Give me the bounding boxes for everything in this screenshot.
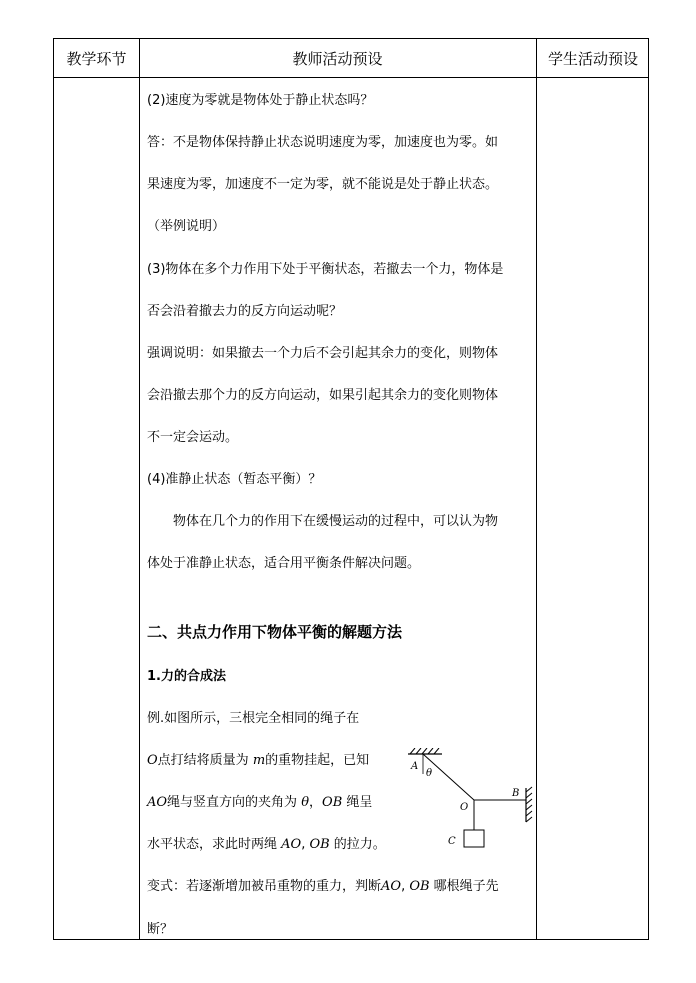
rope-diagram — [402, 748, 542, 858]
method-heading-1: 1.力的合成法 — [147, 669, 226, 684]
answer-2-line-1: 答：不是物体保持静止状态说明速度为零，加速度也为零。如 — [147, 135, 499, 150]
hanging-weight — [464, 830, 484, 847]
ceiling-support — [408, 748, 442, 754]
emphasis-line-2: 会沿撤去那个力的反方向运动，如果引起其余力的变化则物体 — [147, 388, 499, 403]
variant-line-1: 变式：若逐渐增加被吊重物的重力，判断AO, OB 哪根绳子先 — [147, 879, 499, 894]
question-4: (4)准静止状态（暂态平衡）？ — [147, 472, 322, 487]
header-student-activity: 学生活动预设 — [547, 49, 638, 68]
question-3-line-2: 否会沿着撤去力的反方向运动呢？ — [147, 304, 343, 319]
column-divider — [139, 39, 140, 939]
question-3-line-1: (3)物体在多个力作用下处于平衡状态，若撤去一个力，物体是 — [147, 262, 504, 277]
example-line-3: AO绳与竖直方向的夹角为 θ，OB 绳呈 — [147, 795, 373, 810]
label-A: A — [411, 761, 419, 772]
lesson-table — [53, 38, 649, 940]
emphasis-line-1: 强调说明：如果撤去一个力后不会引起其余力的变化，则物体 — [147, 346, 499, 361]
answer-2-line-2: 果速度为零，加速度不一定为零，就不能说是处于静止状态。 — [147, 177, 499, 192]
header-teacher-activity: 教师活动预设 — [292, 49, 383, 68]
wall-support — [526, 787, 532, 822]
example-line-2: O点打结将质量为 m的重物挂起，已知 — [147, 753, 370, 768]
header-divider — [54, 77, 648, 78]
answer-2-line-3: （举例说明） — [147, 219, 226, 234]
label-O: O — [460, 802, 469, 813]
label-C: C — [448, 836, 456, 847]
section-heading-2: 二、共点力作用下物体平衡的解题方法 — [147, 623, 403, 641]
paragraph-4-line-1: 物体在几个力的作用下在缓慢运动的过程中，可以认为物 — [173, 514, 499, 529]
header-teaching-phase: 教学环节 — [66, 49, 127, 68]
paragraph-4-line-2: 体处于准静止状态，适合用平衡条件解决问题。 — [147, 556, 421, 571]
label-theta: θ — [426, 768, 433, 779]
emphasis-line-3: 不一定会运动。 — [147, 430, 239, 445]
question-2: (2)速度为零就是物体处于静止状态吗？ — [147, 93, 374, 108]
label-B: B — [512, 788, 520, 799]
example-line-4: 水平状态，求此时两绳 AO, OB 的拉力。 — [147, 837, 386, 852]
variant-line-2: 断？ — [147, 922, 174, 937]
example-line-1: 例.如图所示，三根完全相同的绳子在 — [147, 711, 360, 726]
